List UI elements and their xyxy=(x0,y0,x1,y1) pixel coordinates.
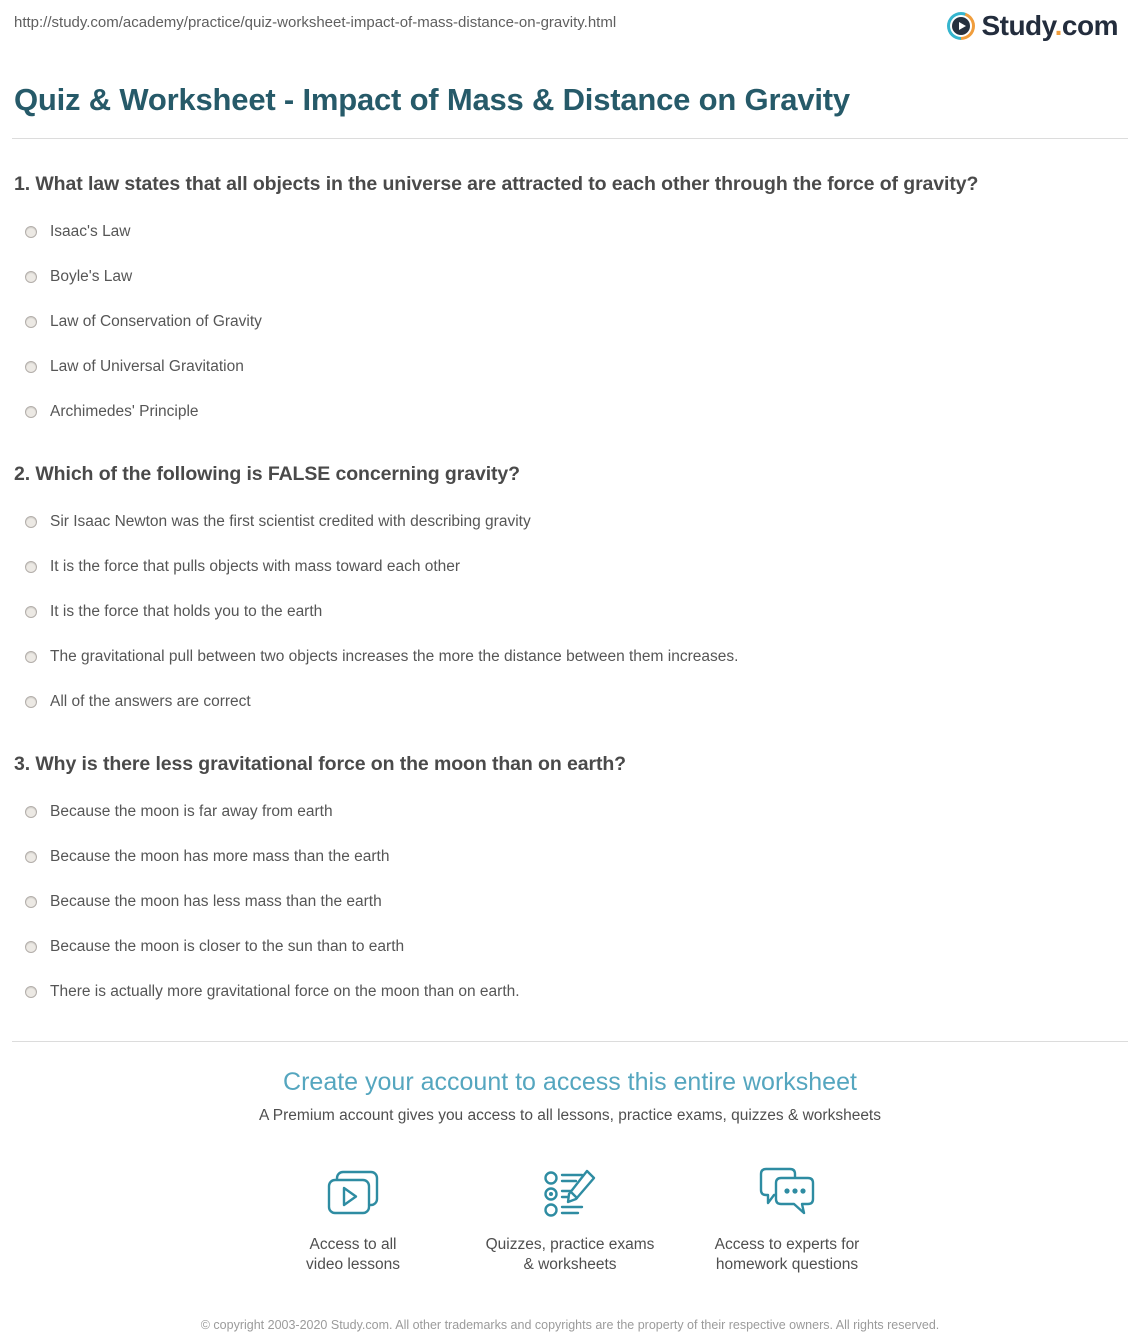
radio-button[interactable] xyxy=(25,941,37,953)
option-label: Because the moon is closer to the sun than to earth xyxy=(50,938,405,955)
quizzes-worksheets-icon xyxy=(542,1165,598,1221)
cta-divider xyxy=(12,1041,1128,1042)
option-label: Boyle's Law xyxy=(50,268,133,285)
radio-button[interactable] xyxy=(25,651,37,663)
question-2-option-4[interactable] xyxy=(14,648,1126,666)
question-3-option-4[interactable] xyxy=(14,938,1126,956)
page-title: Quiz & Worksheet - Impact of Mass & Distance on Gravity xyxy=(14,82,850,117)
video-lessons-icon xyxy=(326,1165,380,1221)
question-2-heading: 2. Which of the following is FALSE concerning gravity? xyxy=(14,463,520,485)
question-3-option-2[interactable] xyxy=(14,848,1126,866)
studycom-logo-text: Study.com xyxy=(981,10,1118,41)
question-1 xyxy=(14,173,1126,421)
question-2-option-1[interactable] xyxy=(14,513,1126,531)
radio-button[interactable] xyxy=(25,806,37,818)
question-1-option-3[interactable] xyxy=(14,313,1126,331)
question-3-heading: 3. Why is there less gravitational force on the moon than on earth? xyxy=(14,753,626,775)
question-1-option-5[interactable] xyxy=(14,403,1126,421)
page-header xyxy=(0,0,1140,42)
question-1-option-2[interactable] xyxy=(14,268,1126,286)
question-1-option-1[interactable] xyxy=(14,223,1126,241)
feature-list xyxy=(0,1165,1140,1275)
feature-homework-experts xyxy=(679,1165,896,1275)
radio-button[interactable] xyxy=(25,516,37,528)
feature-caption: Access to experts for homework questions xyxy=(714,1236,860,1273)
radio-button[interactable] xyxy=(25,851,37,863)
feature-video-lessons xyxy=(245,1165,462,1275)
option-label: Sir Isaac Newton was the first scientist credited with describing gravity xyxy=(50,513,531,530)
homework-experts-icon xyxy=(758,1165,816,1221)
radio-button[interactable] xyxy=(25,696,37,708)
radio-button[interactable] xyxy=(25,986,37,998)
question-1-heading: 1. What law states that all objects in the universe are attracted to each other through the force of gravity? xyxy=(14,173,979,195)
question-3-option-3[interactable] xyxy=(14,893,1126,911)
page-url: http://study.com/academy/practice/quiz-worksheet-impact-of-mass-distance-on-gravity.html xyxy=(14,14,617,31)
option-label: Because the moon has more mass than the earth xyxy=(50,848,390,865)
option-label: It is the force that pulls objects with mass toward each other xyxy=(50,558,461,575)
option-label: There is actually more gravitational force on the moon than on earth. xyxy=(50,983,520,1000)
option-label: Law of Conservation of Gravity xyxy=(50,313,262,330)
question-1-option-4[interactable] xyxy=(14,358,1126,376)
copyright-footer: © copyright 2003-2020 Study.com. All other trademarks and copyrights are the property of their respective owners. All rights reserved. xyxy=(200,1318,940,1332)
radio-button[interactable] xyxy=(25,271,37,283)
question-3 xyxy=(14,753,1126,1001)
question-3-option-1[interactable] xyxy=(14,803,1126,821)
cta-section xyxy=(0,1068,1140,1275)
option-label: Law of Universal Gravitation xyxy=(50,358,244,375)
studycom-play-icon xyxy=(947,12,975,40)
radio-button[interactable] xyxy=(25,561,37,573)
title-divider xyxy=(12,138,1128,139)
question-2-option-5[interactable] xyxy=(14,693,1126,711)
option-label: Because the moon is far away from earth xyxy=(50,803,333,820)
option-label: The gravitational pull between two objects increases the more the distance between them increases. xyxy=(50,648,739,665)
feature-caption: Access to all video lessons xyxy=(306,1236,400,1273)
radio-button[interactable] xyxy=(25,226,37,238)
radio-button[interactable] xyxy=(25,361,37,373)
option-label: Archimedes' Principle xyxy=(50,403,199,420)
radio-button[interactable] xyxy=(25,606,37,618)
quiz-section xyxy=(0,173,1140,1001)
option-label: It is the force that holds you to the earth xyxy=(50,603,323,620)
question-2 xyxy=(14,463,1126,711)
radio-button[interactable] xyxy=(25,406,37,418)
option-label: All of the answers are correct xyxy=(50,693,251,710)
cta-subheading: A Premium account gives you access to all lessons, practice exams, quizzes & worksheets xyxy=(259,1107,881,1124)
question-2-option-2[interactable] xyxy=(14,558,1126,576)
option-label: Because the moon has less mass than the earth xyxy=(50,893,382,910)
radio-button[interactable] xyxy=(25,316,37,328)
feature-quizzes-worksheets xyxy=(462,1165,679,1275)
cta-heading: Create your account to access this entire worksheet xyxy=(283,1068,857,1096)
question-2-option-3[interactable] xyxy=(14,603,1126,621)
studycom-logo[interactable] xyxy=(947,10,1118,42)
option-label: Isaac's Law xyxy=(50,223,131,240)
question-3-option-5[interactable] xyxy=(14,983,1126,1001)
radio-button[interactable] xyxy=(25,896,37,908)
feature-caption: Quizzes, practice exams & worksheets xyxy=(485,1236,655,1273)
